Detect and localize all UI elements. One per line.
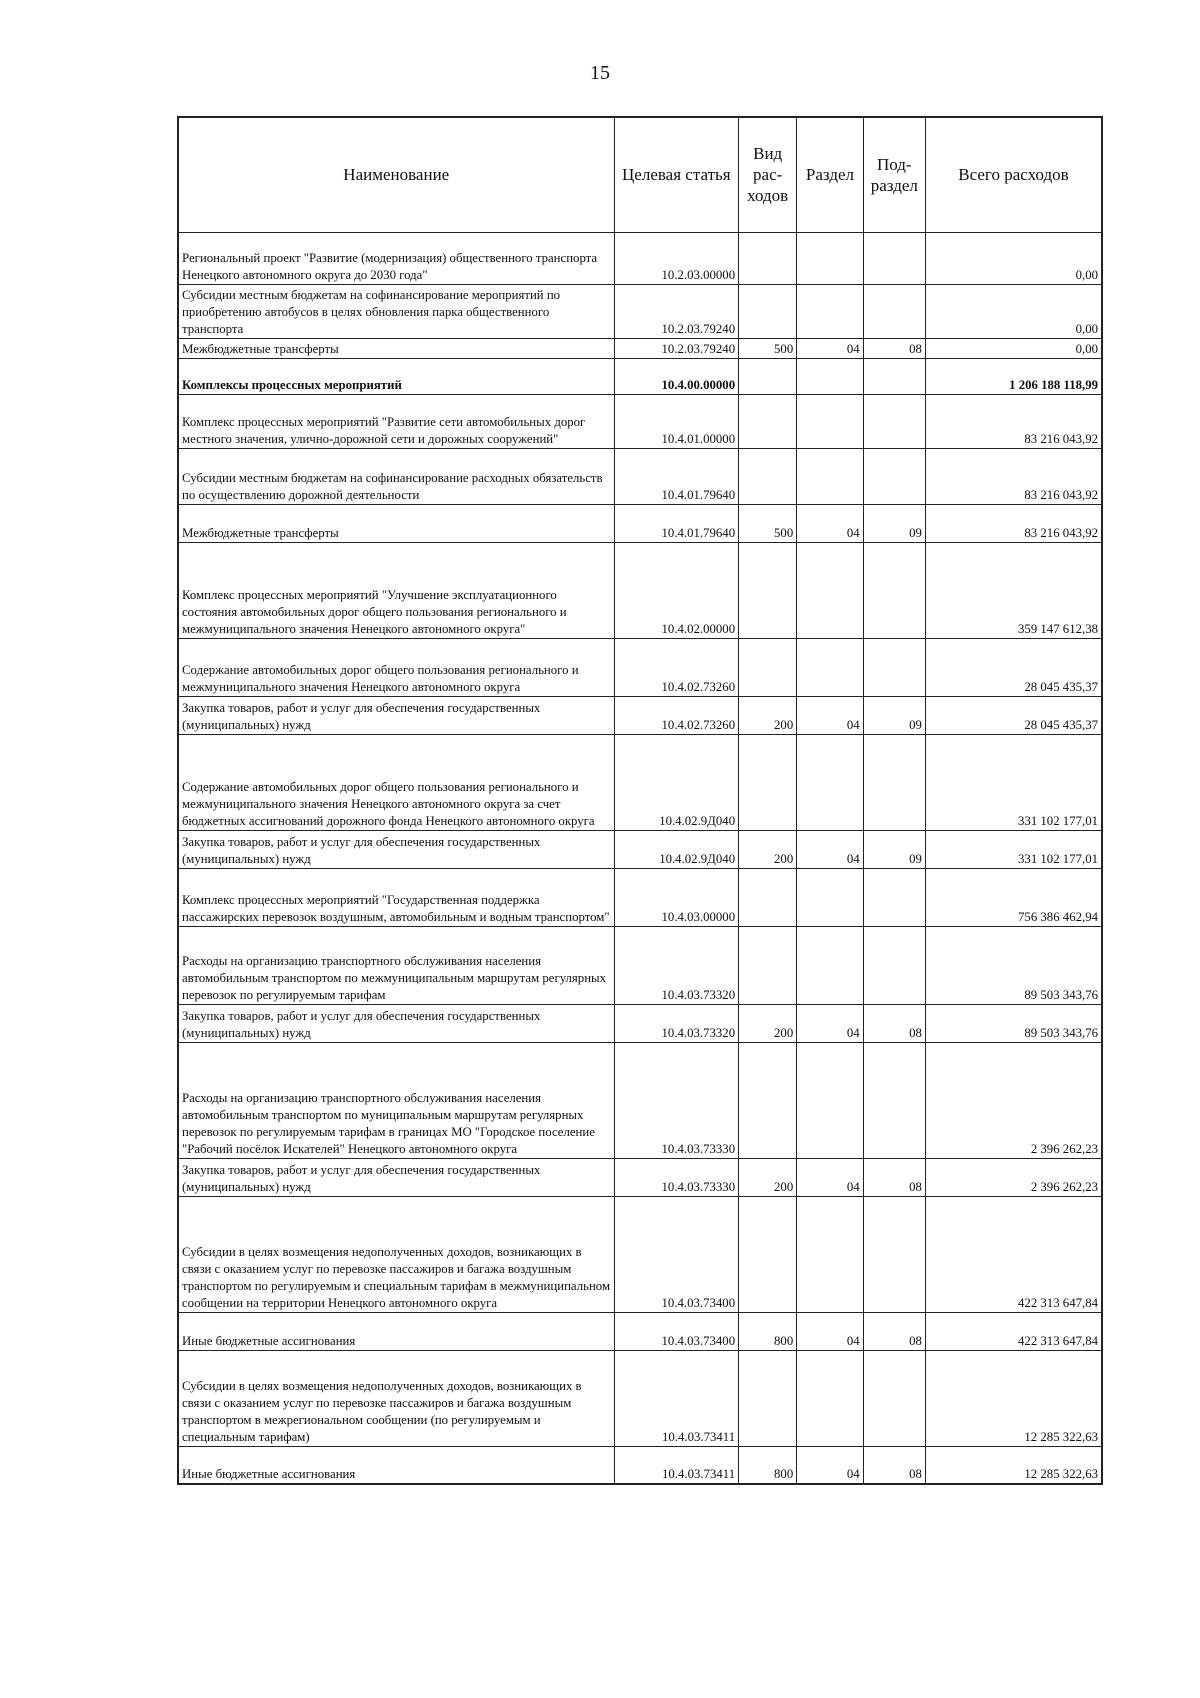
table-row (178, 734, 1102, 830)
row-name: Комплексы процессных мероприятий (178, 358, 614, 394)
row-kind: 200 (739, 696, 797, 734)
row-name: Закупка товаров, работ и услуг для обеспечения государственных (муниципальных) нужд (178, 696, 614, 734)
row-kind (739, 542, 797, 638)
row-subsection (863, 734, 925, 830)
row-total: 0,00 (925, 232, 1102, 284)
row-code: 10.4.02.9Д040 (614, 734, 739, 830)
row-total: 756 386 462,94 (925, 868, 1102, 926)
row-section (797, 1350, 863, 1446)
row-total: 2 396 262,23 (925, 1042, 1102, 1158)
row-subsection: 09 (863, 504, 925, 542)
row-subsection (863, 358, 925, 394)
table-row (178, 1158, 1102, 1196)
row-code: 10.4.03.00000 (614, 868, 739, 926)
table-row (178, 696, 1102, 734)
row-code: 10.4.03.73330 (614, 1042, 739, 1158)
table-row (178, 394, 1102, 448)
row-kind (739, 734, 797, 830)
row-code: 10.4.01.79640 (614, 448, 739, 504)
table-row (178, 1446, 1102, 1484)
row-name: Иные бюджетные ассигнования (178, 1312, 614, 1350)
row-total: 2 396 262,23 (925, 1158, 1102, 1196)
table-row (178, 1350, 1102, 1446)
row-section (797, 926, 863, 1004)
row-name: Субсидии местным бюджетам на софинансирование расходных обязательств по осуществлению дорожной деятельности (178, 448, 614, 504)
row-subsection (863, 232, 925, 284)
table-row (178, 338, 1102, 358)
row-section (797, 542, 863, 638)
row-section (797, 638, 863, 696)
row-subsection (863, 542, 925, 638)
row-subsection: 09 (863, 696, 925, 734)
header-total: Всего расходов (925, 117, 1102, 232)
row-total: 422 313 647,84 (925, 1312, 1102, 1350)
row-subsection (863, 448, 925, 504)
row-section: 04 (797, 696, 863, 734)
table-row (178, 448, 1102, 504)
row-total: 1 206 188 118,99 (925, 358, 1102, 394)
row-total: 28 045 435,37 (925, 638, 1102, 696)
row-section (797, 1196, 863, 1312)
row-name: Комплекс процессных мероприятий "Улучшение эксплуатационного состояния автомобильных дорог общего пользования регионального и межмуниципального значения Ненецкого автономного округа" (178, 542, 614, 638)
row-subsection (863, 394, 925, 448)
row-subsection: 08 (863, 1158, 925, 1196)
row-code: 10.2.03.00000 (614, 232, 739, 284)
row-section (797, 1042, 863, 1158)
table-row (178, 1196, 1102, 1312)
row-total: 0,00 (925, 284, 1102, 338)
row-total: 331 102 177,01 (925, 830, 1102, 868)
row-name: Содержание автомобильных дорог общего пользования регионального и межмуниципального значения Ненецкого автономного округа (178, 638, 614, 696)
row-section (797, 358, 863, 394)
row-section: 04 (797, 504, 863, 542)
row-name: Содержание автомобильных дорог общего пользования регионального и межмуниципального значения Ненецкого автономного округа за счет бюджетных ассигнований дорожного фонда Ненецкого автономного округа (178, 734, 614, 830)
row-kind (739, 638, 797, 696)
row-kind: 800 (739, 1446, 797, 1484)
row-kind: 500 (739, 338, 797, 358)
page-number: 15 (590, 62, 610, 84)
row-total: 359 147 612,38 (925, 542, 1102, 638)
row-subsection (863, 1196, 925, 1312)
row-code: 10.2.03.79240 (614, 338, 739, 358)
row-section (797, 232, 863, 284)
row-code: 10.4.03.73400 (614, 1196, 739, 1312)
row-total: 12 285 322,63 (925, 1350, 1102, 1446)
row-total: 0,00 (925, 338, 1102, 358)
row-name: Расходы на организацию транспортного обслуживания населения автомобильным транспортом по межмуниципальным маршрутам регулярных перевозок по регулируемым тарифам (178, 926, 614, 1004)
row-code: 10.4.02.73260 (614, 638, 739, 696)
row-name: Субсидии в целях возмещения недополученных доходов, возникающих в связи с оказанием услуг по перевозке пассажиров и багажа воздушным транспортом по регулируемым и специальным тарифам в межмуниципальном сообщении на территории Ненецкого автономного округа (178, 1196, 614, 1312)
header-subsection: Под- раздел (863, 117, 925, 232)
row-section: 04 (797, 338, 863, 358)
row-name: Региональный проект "Развитие (модернизация) общественного транспорта Ненецкого автономного округа до 2030 года" (178, 232, 614, 284)
table-row (178, 358, 1102, 394)
row-name: Закупка товаров, работ и услуг для обеспечения государственных (муниципальных) нужд (178, 1004, 614, 1042)
row-code: 10.4.01.00000 (614, 394, 739, 448)
row-kind (739, 926, 797, 1004)
row-name: Комплекс процессных мероприятий "Государственная поддержка пассажирских перевозок воздушным, автомобильным и водным транспортом" (178, 868, 614, 926)
row-section: 04 (797, 1004, 863, 1042)
row-subsection: 09 (863, 830, 925, 868)
table-row (178, 1042, 1102, 1158)
row-total: 12 285 322,63 (925, 1446, 1102, 1484)
row-code: 10.4.01.79640 (614, 504, 739, 542)
row-kind (739, 394, 797, 448)
table-row (178, 1004, 1102, 1042)
row-section: 04 (797, 1446, 863, 1484)
row-kind (739, 358, 797, 394)
row-name: Закупка товаров, работ и услуг для обеспечения государственных (муниципальных) нужд (178, 830, 614, 868)
table-row (178, 542, 1102, 638)
row-code: 10.4.03.73320 (614, 926, 739, 1004)
row-code: 10.4.02.00000 (614, 542, 739, 638)
row-code: 10.4.02.9Д040 (614, 830, 739, 868)
row-code: 10.4.03.73411 (614, 1446, 739, 1484)
row-kind: 500 (739, 504, 797, 542)
row-name: Субсидии местным бюджетам на софинансирование мероприятий по приобретению автобусов в целях обновления парка общественного транспорта (178, 284, 614, 338)
header-target: Целевая статья (614, 117, 739, 232)
row-code: 10.4.03.73320 (614, 1004, 739, 1042)
row-total: 422 313 647,84 (925, 1196, 1102, 1312)
row-total: 83 216 043,92 (925, 394, 1102, 448)
row-section: 04 (797, 1158, 863, 1196)
row-kind (739, 1042, 797, 1158)
row-total: 89 503 343,76 (925, 1004, 1102, 1042)
row-kind (739, 284, 797, 338)
row-kind: 200 (739, 830, 797, 868)
row-kind: 200 (739, 1004, 797, 1042)
row-subsection (863, 926, 925, 1004)
row-total: 89 503 343,76 (925, 926, 1102, 1004)
row-code: 10.4.03.73411 (614, 1350, 739, 1446)
row-total: 331 102 177,01 (925, 734, 1102, 830)
table-row (178, 830, 1102, 868)
row-total: 83 216 043,92 (925, 504, 1102, 542)
row-kind (739, 868, 797, 926)
row-section (797, 868, 863, 926)
row-total: 83 216 043,92 (925, 448, 1102, 504)
row-name: Расходы на организацию транспортного обслуживания населения автомобильным транспортом по муниципальным маршрутам регулярных перевозок по регулируемым тарифам в границах МО "Городское поселение "Рабочий посёлок Искателей" Ненецкого автономного округа (178, 1042, 614, 1158)
table-row (178, 232, 1102, 284)
row-kind (739, 1350, 797, 1446)
row-kind: 200 (739, 1158, 797, 1196)
row-name: Межбюджетные трансферты (178, 338, 614, 358)
row-kind: 800 (739, 1312, 797, 1350)
row-code: 10.4.02.73260 (614, 696, 739, 734)
row-code: 10.2.03.79240 (614, 284, 739, 338)
table-row (178, 926, 1102, 1004)
row-subsection (863, 1350, 925, 1446)
row-name: Иные бюджетные ассигнования (178, 1446, 614, 1484)
row-name: Комплекс процессных мероприятий "Развитие сети автомобильных дорог местного значения, улично-дорожной сети и дорожных сооружений" (178, 394, 614, 448)
row-name: Межбюджетные трансферты (178, 504, 614, 542)
row-subsection: 08 (863, 1004, 925, 1042)
table-row (178, 284, 1102, 338)
budget-table (177, 116, 1103, 1485)
row-kind (739, 1196, 797, 1312)
row-total: 28 045 435,37 (925, 696, 1102, 734)
row-subsection: 08 (863, 1446, 925, 1484)
row-kind (739, 232, 797, 284)
row-subsection: 08 (863, 1312, 925, 1350)
row-subsection (863, 284, 925, 338)
row-subsection: 08 (863, 338, 925, 358)
table-row (178, 1312, 1102, 1350)
row-code: 10.4.00.00000 (614, 358, 739, 394)
row-subsection (863, 1042, 925, 1158)
row-section (797, 394, 863, 448)
row-code: 10.4.03.73400 (614, 1312, 739, 1350)
row-section: 04 (797, 1312, 863, 1350)
header-row (178, 117, 1102, 232)
table-row (178, 868, 1102, 926)
row-name: Закупка товаров, работ и услуг для обеспечения государственных (муниципальных) нужд (178, 1158, 614, 1196)
row-subsection (863, 638, 925, 696)
row-section (797, 734, 863, 830)
row-section (797, 448, 863, 504)
header-section: Раздел (797, 117, 863, 232)
row-subsection (863, 868, 925, 926)
table-row (178, 638, 1102, 696)
header-name: Наименование (178, 117, 614, 232)
row-kind (739, 448, 797, 504)
row-code: 10.4.03.73330 (614, 1158, 739, 1196)
row-section (797, 284, 863, 338)
table-row (178, 504, 1102, 542)
row-name: Субсидии в целях возмещения недополученных доходов, возникающих в связи с оказанием услуг по перевозке пассажиров и багажа воздушным транспортом в межрегиональном сообщении (по регулируемым и специальным тарифам) (178, 1350, 614, 1446)
header-kind: Вид рас- ходов (739, 117, 797, 232)
row-section: 04 (797, 830, 863, 868)
